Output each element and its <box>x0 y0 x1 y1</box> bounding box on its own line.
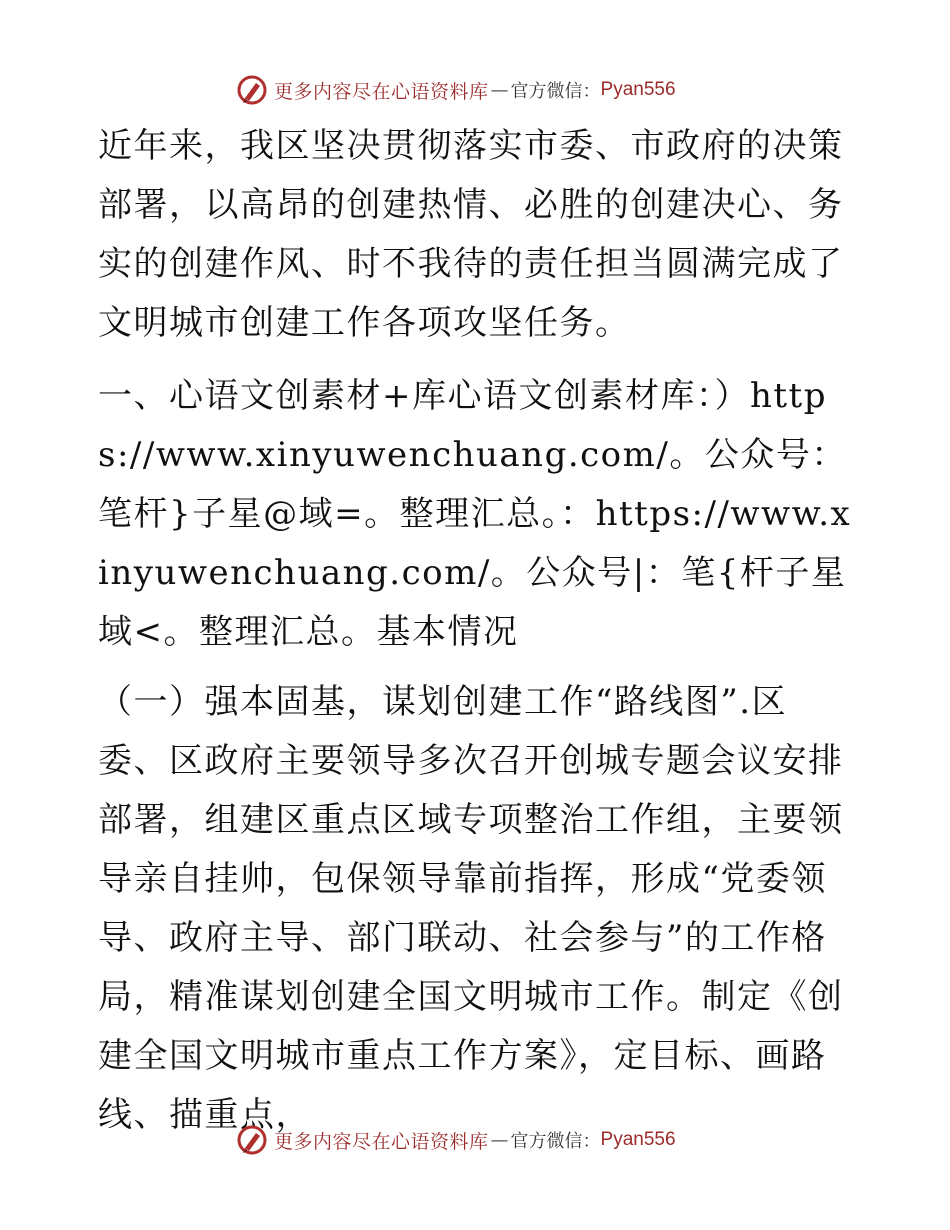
header-banner-text: 更多内容尽在心语资料库 <box>274 80 489 103</box>
paragraph-section-one: 一、心语文创素材+库心语文创素材库：）https://www.xinyuwenchuang.com/。公众号：笔杆}子星@域=。整理汇总。：https://www.xinyuwenchuang.com/。公众号|：笔{杆子星域<。整理汇总。基本情况 <box>98 376 852 652</box>
pen-logo-icon <box>236 1124 268 1156</box>
footer-banner <box>236 1122 716 1158</box>
footer-wechat-label: 官方微信： <box>510 1131 601 1152</box>
pen-logo-icon <box>236 74 268 106</box>
header-banner <box>236 72 716 108</box>
paragraph-intro: 近年来，我区坚决贯彻落实市委、市政府的决策部署，以高昂的创建热情、必胜的创建决心、务实的创建作风、时不我待的责任担当圆满完成了文明城市创建工作各项攻坚任务。 <box>98 126 844 343</box>
header-wechat-id: Pyan556 <box>600 79 676 100</box>
header-wechat-label: 官方微信： <box>510 81 601 102</box>
header-banner-separator: — <box>490 79 509 101</box>
footer-banner-separator: — <box>490 1129 509 1151</box>
paragraph-subsection-one: （一）强本固基，谋划创建工作“路线图”.区委、区政府主要领导多次召开创城专题会议安排部署，组建区重点区域专项整治工作组，主要领导亲自挂帅，包保领导靠前指挥，形成“党委领导、政府主导、部门联动、社会参与”的工作格局，精准谋划创建全国文明城市工作。制定《创建全国文明城市重点工作方案》，定目标、画路线、描重点， <box>98 682 844 1135</box>
footer-banner-text: 更多内容尽在心语资料库 <box>274 1130 489 1153</box>
footer-wechat-id: Pyan556 <box>600 1129 676 1150</box>
